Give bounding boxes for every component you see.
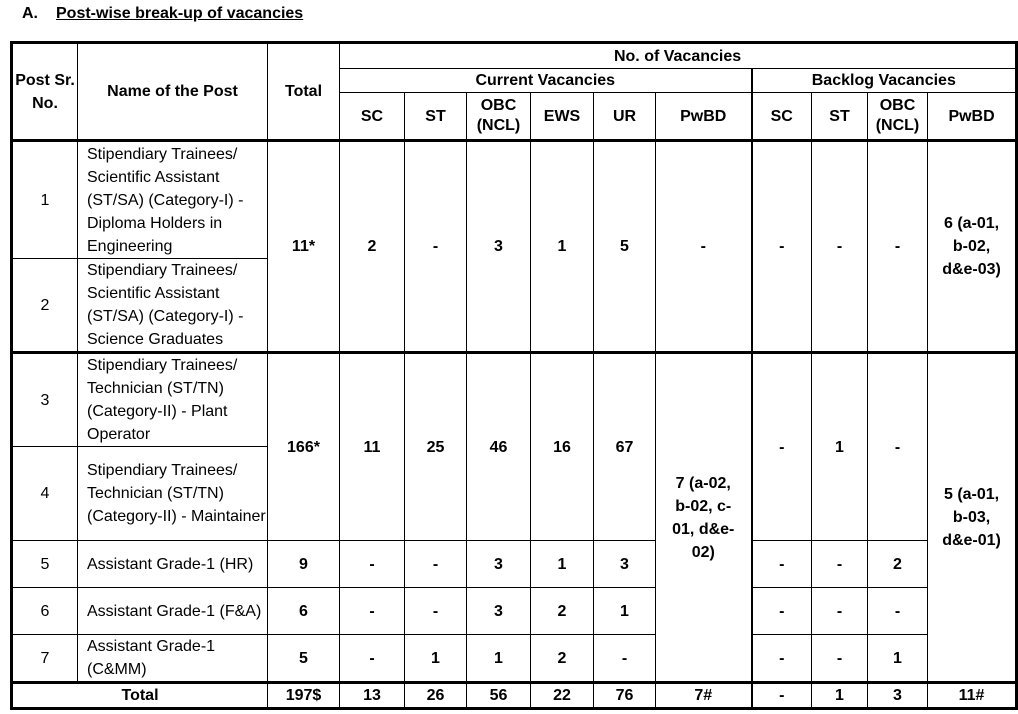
cell-obc: 3 [467, 588, 531, 635]
post-name: Stipendiary Trainees/ Scientific Assistant (ST/SA) (Category-I) - Diploma Holders in Engineering [78, 141, 268, 259]
cell-st: - [405, 541, 467, 588]
cell-obc: 3 [467, 141, 531, 353]
post-name: Assistant Grade-1 (HR) [78, 541, 268, 588]
cell-backlog-obc: - [868, 588, 928, 635]
total-ur: 76 [594, 683, 656, 709]
total-backlog-pwbd: 11# [928, 683, 1017, 709]
col-sc: SC [340, 93, 405, 141]
cell-backlog-sc: - [752, 353, 812, 541]
post-name: Stipendiary Trainees/ Technician (ST/TN) (Category-II) - Maintainer [78, 447, 268, 541]
header-backlog: Backlog Vacancies [752, 69, 1017, 93]
cell-ur: 5 [594, 141, 656, 353]
section-number: A. [22, 5, 38, 22]
cell-obc: 3 [467, 541, 531, 588]
post-name: Assistant Grade-1 (C&MM) [78, 635, 268, 683]
table-row-sr: 1 [12, 141, 78, 259]
header-post-sr-no: Post Sr. No. [12, 43, 78, 141]
cell-ews: 16 [531, 353, 594, 541]
col-ews: EWS [531, 93, 594, 141]
cell-backlog-sc: - [752, 635, 812, 683]
col-backlog-sc: SC [752, 93, 812, 141]
cell-ur: 1 [594, 588, 656, 635]
cell-backlog-obc: 1 [868, 635, 928, 683]
cell-backlog-obc: 2 [868, 541, 928, 588]
post-name: Stipendiary Trainees/ Technician (ST/TN) (Category-II) - Plant Operator [78, 353, 268, 447]
cell-ur: - [594, 635, 656, 683]
header-total: Total [268, 43, 340, 141]
table-row-sr: 5 [12, 541, 78, 588]
cell-backlog-obc: - [868, 353, 928, 541]
table-row-sr: 3 [12, 353, 78, 447]
cell-total: 5 [268, 635, 340, 683]
total-st: 26 [405, 683, 467, 709]
total-backlog-obc: 3 [868, 683, 928, 709]
cell-st: - [405, 141, 467, 353]
total-label: Total [12, 683, 268, 709]
cell-backlog-sc: - [752, 141, 812, 353]
cell-sc: - [340, 541, 405, 588]
cell-backlog-sc: - [752, 541, 812, 588]
cell-total: 11* [268, 141, 340, 353]
total-backlog-sc: - [752, 683, 812, 709]
col-pwbd: PwBD [656, 93, 752, 141]
section-heading [22, 5, 303, 23]
col-st: ST [405, 93, 467, 141]
post-name: Stipendiary Trainees/ Scientific Assistant (ST/SA) (Category-I) - Science Graduates [78, 259, 268, 353]
col-backlog-obc: OBC (NCL) [868, 93, 928, 141]
vacancy-table [10, 41, 1018, 710]
cell-backlog-pwbd: 6 (a-01, b-02, d&e-03) [928, 141, 1017, 353]
cell-pwbd: 7 (a-02, b-02, c-01, d&e-02) [656, 353, 752, 683]
cell-ews: 2 [531, 635, 594, 683]
cell-ews: 2 [531, 588, 594, 635]
total-backlog-st: 1 [812, 683, 868, 709]
cell-backlog-sc: - [752, 588, 812, 635]
cell-backlog-obc: - [868, 141, 928, 353]
table-row-sr: 7 [12, 635, 78, 683]
cell-obc: 46 [467, 353, 531, 541]
total-sc: 13 [340, 683, 405, 709]
cell-sc: 2 [340, 141, 405, 353]
total-ews: 22 [531, 683, 594, 709]
cell-ews: 1 [531, 141, 594, 353]
total-pwbd: 7# [656, 683, 752, 709]
cell-backlog-st: - [812, 541, 868, 588]
table-row-sr: 6 [12, 588, 78, 635]
col-ur: UR [594, 93, 656, 141]
total-obc: 56 [467, 683, 531, 709]
cell-st: - [405, 588, 467, 635]
col-obc: OBC (NCL) [467, 93, 531, 141]
col-backlog-st: ST [812, 93, 868, 141]
cell-sc: 11 [340, 353, 405, 541]
cell-backlog-pwbd: 5 (a-01, b-03, d&e-01) [928, 353, 1017, 683]
cell-ur: 67 [594, 353, 656, 541]
header-current: Current Vacancies [340, 69, 752, 93]
cell-pwbd: - [656, 141, 752, 353]
cell-total: 9 [268, 541, 340, 588]
cell-st: 25 [405, 353, 467, 541]
cell-backlog-st: - [812, 635, 868, 683]
cell-ews: 1 [531, 541, 594, 588]
post-name: Assistant Grade-1 (F&A) [78, 588, 268, 635]
header-no-of-vacancies: No. of Vacancies [340, 43, 1017, 69]
section-title: Post-wise break-up of vacancies [56, 5, 304, 22]
table-row-sr: 4 [12, 447, 78, 541]
table-row-sr: 2 [12, 259, 78, 353]
cell-ur: 3 [594, 541, 656, 588]
cell-backlog-st: - [812, 588, 868, 635]
cell-backlog-st: 1 [812, 353, 868, 541]
header-name: Name of the Post [78, 43, 268, 141]
total-total: 197$ [268, 683, 340, 709]
cell-sc: - [340, 588, 405, 635]
cell-obc: 1 [467, 635, 531, 683]
cell-st: 1 [405, 635, 467, 683]
col-backlog-pwbd: PwBD [928, 93, 1017, 141]
cell-sc: - [340, 635, 405, 683]
cell-backlog-st: - [812, 141, 868, 353]
cell-total: 6 [268, 588, 340, 635]
cell-total: 166* [268, 353, 340, 541]
